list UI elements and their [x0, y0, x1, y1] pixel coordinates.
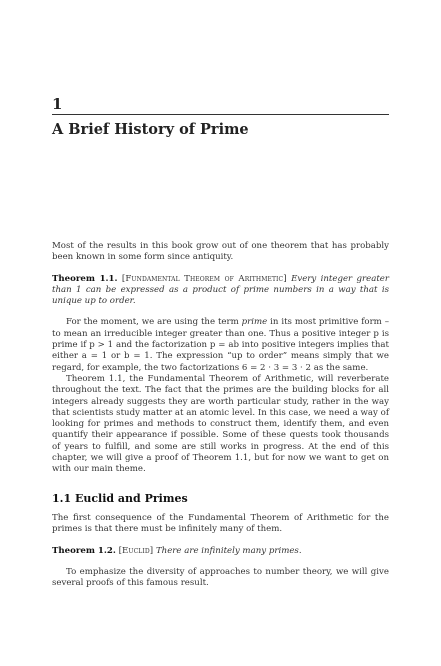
theorem-statement: There are infinitely many primes.	[155, 545, 302, 556]
chapter-rule	[52, 114, 389, 115]
paragraph-consequence: The first consequence of the Fundamental Theorem of Arithmetic for the primes is that there must be infinitely many of them.	[52, 512, 389, 535]
chapter-number: 1	[52, 95, 63, 113]
paragraph-proofs: To emphasize the diversity of approaches to number theory, we will give several proofs of this famous result.	[52, 566, 389, 589]
paragraph-fundamental-theorem: Theorem 1.1, the Fundamental Theorem of Arithmetic, will reverberate throughout the text. The fact that the primes are the building blocks for all integers already suggests they are worth particular study, rather in the way that scientists study matter at an atomic level. In this case, we need a way of looking for primes and methods to construct them, identify them, and even quantify their appearance if possible. Some of these quests took thousands of years to fulfill, and some are still works in progress. At the end of this chapter, we will give a proof of Theorem 1.1, but for now we want to get on with our main theme.	[52, 373, 389, 475]
text-span: in its most primitive form – to mean an irreducible integer greater than one. Thus a positive integer p is prime if p > 1 and the factorization p = ab into positive integers implies that either a = 1 or b = 1. The expression “up to order” means simply that we regard, for example, the two factorizations 6 = 2 · 3 = 3 · 2 as the same.	[52, 317, 390, 373]
paragraph-prime-definition	[52, 317, 389, 373]
theorem-label: Theorem 1.1.	[52, 273, 118, 284]
chapter-title: A Brief History of Prime	[52, 121, 249, 138]
book-page	[52, 0, 389, 666]
text-span: For the moment, we are using the term	[66, 317, 239, 328]
theorem-1-2	[52, 546, 389, 557]
theorem-attribution: [Euclid]	[118, 545, 154, 556]
theorem-label: Theorem 1.2.	[52, 545, 116, 556]
theorem-statement: Every integer greater than 1 can be expressed as a product of prime numbers in a way that is unique up to order.	[52, 273, 389, 307]
page-body	[52, 241, 389, 589]
intro-paragraph: Most of the results in this book grow out of one theorem that has probably been known in some form since antiquity.	[52, 241, 389, 263]
theorem-1-1	[52, 274, 389, 308]
section-title: 1.1 Euclid and Primes	[52, 491, 188, 505]
theorem-attribution: [Fundamental Theorem of Arithmetic]	[121, 273, 287, 284]
emphasized-term: prime	[241, 317, 268, 328]
